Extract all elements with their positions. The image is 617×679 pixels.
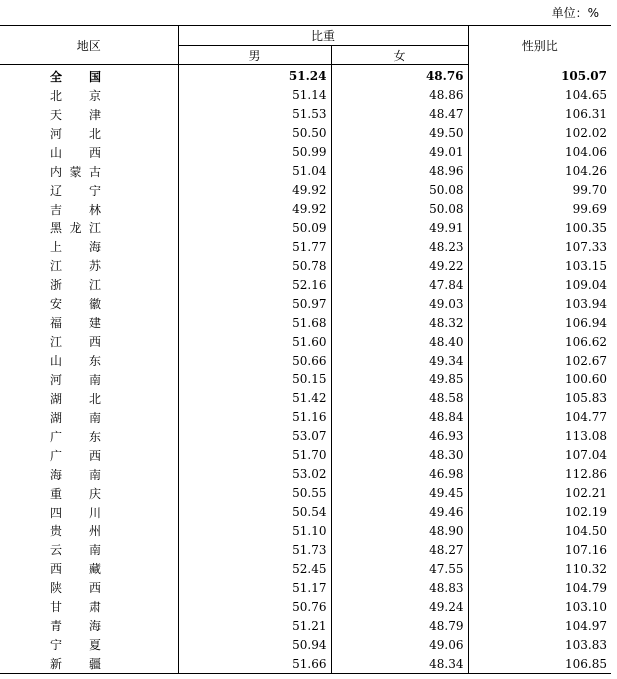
region-cell xyxy=(0,446,178,465)
table-row xyxy=(0,408,611,427)
region-name: 海 南 xyxy=(50,467,101,482)
table-row xyxy=(0,522,611,541)
male-share-cell: 51.68 xyxy=(178,313,331,332)
sex-ratio-cell: 106.31 xyxy=(565,107,608,122)
male-share-cell: 50.66 xyxy=(178,351,331,370)
region-cell xyxy=(0,143,178,162)
region-cell xyxy=(0,540,178,559)
sex-ratio-cell: 103.10 xyxy=(565,599,608,614)
male-share-cell: 50.54 xyxy=(178,503,331,522)
region-cell xyxy=(0,65,178,86)
region-column-header: 地区 xyxy=(0,26,178,65)
region-name: 天 津 xyxy=(50,107,101,122)
male-share-cell: 51.21 xyxy=(178,616,331,635)
male-share-cell: 51.70 xyxy=(178,446,331,465)
region-name: 黑龙江 xyxy=(50,221,101,236)
weight-column-header: 比重 xyxy=(178,26,468,46)
region-cell xyxy=(0,522,178,541)
region-cell xyxy=(0,484,178,503)
region-name: 河 南 xyxy=(50,372,101,387)
region-cell xyxy=(0,105,178,124)
female-share-cell: 49.22 xyxy=(331,256,468,275)
region-cell xyxy=(0,256,178,275)
female-share-cell: 50.08 xyxy=(331,200,468,219)
table-row xyxy=(0,503,611,522)
sex-ratio-cell: 110.32 xyxy=(565,561,608,576)
female-share-cell: 48.34 xyxy=(331,654,468,673)
region-name: 西 藏 xyxy=(50,562,101,577)
table-row xyxy=(0,162,611,181)
sex-ratio-column-header: 性别比 xyxy=(468,26,611,65)
region-cell xyxy=(0,294,178,313)
table-row xyxy=(0,351,611,370)
female-share-cell: 48.23 xyxy=(331,237,468,256)
region-cell xyxy=(0,86,178,105)
table-row xyxy=(0,559,611,578)
region-cell xyxy=(0,351,178,370)
male-share-cell: 51.14 xyxy=(178,86,331,105)
table-row xyxy=(0,597,611,616)
table-row xyxy=(0,370,611,389)
male-share-cell: 51.17 xyxy=(178,578,331,597)
region-cell xyxy=(0,389,178,408)
table-row xyxy=(0,86,611,105)
sex-ratio-cell: 105.83 xyxy=(565,391,608,406)
table-row xyxy=(0,484,611,503)
female-share-cell: 48.47 xyxy=(331,105,468,124)
female-share-cell: 49.03 xyxy=(331,294,468,313)
sex-ratio-cell: 99.70 xyxy=(572,183,608,198)
female-share-cell: 48.96 xyxy=(331,162,468,181)
sex-ratio-cell: 99.69 xyxy=(572,202,608,217)
sex-ratio-cell: 104.79 xyxy=(565,580,608,595)
region-cell xyxy=(0,200,178,219)
region-cell xyxy=(0,427,178,446)
sex-ratio-cell: 106.85 xyxy=(468,654,611,673)
female-share-cell: 49.50 xyxy=(331,124,468,143)
sex-ratio-cell: 104.50 xyxy=(565,523,608,538)
region-name: 福 建 xyxy=(50,316,101,331)
female-share-cell: 48.90 xyxy=(331,522,468,541)
region-name: 山 东 xyxy=(50,354,101,369)
region-cell xyxy=(0,503,178,522)
male-column-header: 男 xyxy=(178,46,331,65)
region-cell xyxy=(0,181,178,200)
male-share-cell: 52.16 xyxy=(178,275,331,294)
female-share-cell: 48.86 xyxy=(331,86,468,105)
female-share-cell: 46.98 xyxy=(331,465,468,484)
region-cell xyxy=(0,275,178,294)
sex-ratio-cell: 100.35 xyxy=(565,220,608,235)
sex-ratio-cell: 105.07 xyxy=(561,69,608,84)
table-row xyxy=(0,654,611,673)
region-cell xyxy=(0,559,178,578)
region-cell xyxy=(0,616,178,635)
male-share-cell: 50.55 xyxy=(178,484,331,503)
sex-ratio-cell: 107.04 xyxy=(565,448,608,463)
region-cell xyxy=(0,578,178,597)
male-share-cell: 50.15 xyxy=(178,370,331,389)
region-name: 新 疆 xyxy=(50,657,101,672)
female-column-header: 女 xyxy=(331,46,468,65)
table-row xyxy=(0,237,611,256)
region-name: 全 国 xyxy=(50,69,101,84)
male-share-cell: 51.10 xyxy=(178,522,331,541)
table-row xyxy=(0,389,611,408)
sex-ratio-cell: 104.06 xyxy=(565,145,608,160)
sex-ratio-cell: 103.83 xyxy=(565,637,608,652)
female-share-cell: 49.34 xyxy=(331,351,468,370)
region-name: 江 西 xyxy=(50,335,101,350)
region-name: 湖 南 xyxy=(50,410,101,425)
male-share-cell: 50.76 xyxy=(178,597,331,616)
region-cell xyxy=(0,408,178,427)
region-name: 贵 州 xyxy=(50,524,101,539)
male-share-cell: 51.53 xyxy=(178,105,331,124)
region-name: 青 海 xyxy=(50,619,101,634)
female-share-cell: 46.93 xyxy=(331,427,468,446)
female-share-cell: 49.46 xyxy=(331,503,468,522)
table-row-total xyxy=(0,65,611,86)
table-row xyxy=(0,105,611,124)
region-cell xyxy=(0,313,178,332)
table-row xyxy=(0,465,611,484)
table-row xyxy=(0,143,611,162)
female-share-cell: 50.08 xyxy=(331,181,468,200)
sex-ratio-cell: 103.15 xyxy=(565,258,608,273)
sex-ratio-cell: 107.33 xyxy=(565,239,608,254)
table-row xyxy=(0,427,611,446)
table-row xyxy=(0,275,611,294)
sex-ratio-cell: 104.26 xyxy=(565,164,608,179)
table-row xyxy=(0,200,611,219)
sex-ratio-table xyxy=(0,25,611,674)
female-share-cell: 48.58 xyxy=(331,389,468,408)
male-share-cell: 49.92 xyxy=(178,181,331,200)
male-share-cell: 51.04 xyxy=(178,162,331,181)
female-share-cell: 48.84 xyxy=(331,408,468,427)
sex-ratio-cell: 106.94 xyxy=(565,315,608,330)
region-name: 安 徽 xyxy=(50,297,101,312)
male-share-cell: 50.94 xyxy=(178,635,331,654)
region-cell xyxy=(0,237,178,256)
male-share-cell: 50.97 xyxy=(178,294,331,313)
table-row xyxy=(0,219,611,238)
male-share-cell: 49.92 xyxy=(178,200,331,219)
female-share-cell: 48.40 xyxy=(331,332,468,351)
female-share-cell: 48.83 xyxy=(331,578,468,597)
table-row xyxy=(0,256,611,275)
male-share-cell: 52.45 xyxy=(178,559,331,578)
region-name: 上 海 xyxy=(50,240,101,255)
male-share-cell: 51.60 xyxy=(178,332,331,351)
region-name: 内蒙古 xyxy=(50,164,101,179)
table-row xyxy=(0,181,611,200)
sex-ratio-cell: 109.04 xyxy=(565,277,608,292)
region-cell xyxy=(0,465,178,484)
region-name: 湖 北 xyxy=(50,391,101,406)
sex-ratio-cell: 107.16 xyxy=(565,542,608,557)
region-name: 四 川 xyxy=(50,505,101,520)
male-share-cell: 50.09 xyxy=(178,219,331,238)
male-share-cell: 53.07 xyxy=(178,427,331,446)
table-row xyxy=(0,616,611,635)
region-cell xyxy=(0,332,178,351)
female-share-cell: 49.91 xyxy=(331,219,468,238)
male-share-cell: 51.42 xyxy=(178,389,331,408)
female-share-cell: 49.06 xyxy=(331,635,468,654)
table-header xyxy=(0,26,611,65)
region-cell xyxy=(0,370,178,389)
female-share-cell: 48.76 xyxy=(331,65,468,86)
sex-ratio-cell: 104.77 xyxy=(565,410,608,425)
sex-ratio-cell: 103.94 xyxy=(565,296,608,311)
region-name: 甘 肃 xyxy=(50,600,101,615)
sex-ratio-cell: 102.67 xyxy=(565,353,608,368)
region-name: 山 西 xyxy=(50,145,101,160)
region-name: 河 北 xyxy=(50,126,101,141)
region-name: 宁 夏 xyxy=(50,638,101,653)
region-cell xyxy=(0,124,178,143)
male-share-cell: 51.73 xyxy=(178,540,331,559)
female-share-cell: 49.01 xyxy=(331,143,468,162)
male-share-cell: 51.16 xyxy=(178,408,331,427)
table-row xyxy=(0,294,611,313)
table-row xyxy=(0,313,611,332)
table-row xyxy=(0,332,611,351)
male-share-cell: 50.99 xyxy=(178,143,331,162)
region-name: 北 京 xyxy=(50,88,101,103)
table-row xyxy=(0,446,611,465)
table-body xyxy=(0,65,611,674)
sex-ratio-cell: 102.19 xyxy=(565,505,608,520)
region-name: 吉 林 xyxy=(50,202,101,217)
table-row xyxy=(0,124,611,143)
male-share-cell: 50.78 xyxy=(178,256,331,275)
table-row xyxy=(0,635,611,654)
region-cell xyxy=(0,219,178,238)
female-share-cell: 48.32 xyxy=(331,313,468,332)
region-name: 重 庆 xyxy=(50,486,101,501)
female-share-cell: 49.45 xyxy=(331,484,468,503)
sex-ratio-cell: 113.08 xyxy=(565,429,608,444)
sex-ratio-cell: 112.86 xyxy=(565,467,608,482)
region-name: 广 东 xyxy=(50,429,101,444)
sex-ratio-cell: 102.21 xyxy=(565,486,608,501)
female-share-cell: 49.24 xyxy=(331,597,468,616)
region-name: 浙 江 xyxy=(50,278,101,293)
female-share-cell: 48.30 xyxy=(331,446,468,465)
male-share-cell: 53.02 xyxy=(178,465,331,484)
female-share-cell: 47.84 xyxy=(331,275,468,294)
region-name: 广 西 xyxy=(50,448,101,463)
male-share-cell: 51.77 xyxy=(178,237,331,256)
unit-label: 单位：% xyxy=(551,6,599,20)
sex-ratio-cell: 104.97 xyxy=(565,618,608,633)
region-name: 江 苏 xyxy=(50,259,101,274)
male-share-cell: 50.50 xyxy=(178,124,331,143)
female-share-cell: 49.85 xyxy=(331,370,468,389)
sex-ratio-cell: 102.02 xyxy=(565,126,608,141)
female-share-cell: 48.27 xyxy=(331,540,468,559)
sex-ratio-cell: 104.65 xyxy=(565,88,608,103)
region-name: 辽 宁 xyxy=(50,183,101,198)
sex-ratio-cell: 106.62 xyxy=(565,334,608,349)
region-cell xyxy=(0,162,178,181)
male-share-cell: 51.66 xyxy=(178,654,331,673)
region-name: 陕 西 xyxy=(50,581,101,596)
table-row xyxy=(0,540,611,559)
region-name: 云 南 xyxy=(50,543,101,558)
region-cell xyxy=(0,635,178,654)
female-share-cell: 47.55 xyxy=(331,559,468,578)
female-share-cell: 48.79 xyxy=(331,616,468,635)
table-row xyxy=(0,578,611,597)
region-cell xyxy=(0,654,178,673)
male-share-cell: 51.24 xyxy=(178,65,331,86)
sex-ratio-cell: 100.60 xyxy=(565,372,608,387)
region-cell xyxy=(0,597,178,616)
